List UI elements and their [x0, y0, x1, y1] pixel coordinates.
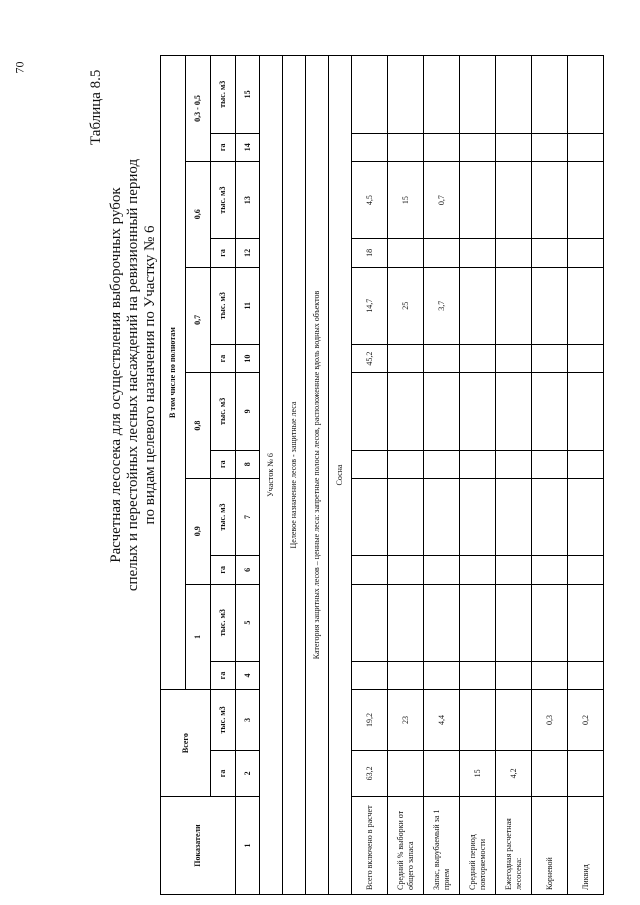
- cell-d07-tm3: 14,7: [352, 267, 388, 344]
- cell-d06-ha: 18: [352, 239, 388, 267]
- col-number: 6: [236, 556, 260, 584]
- col-number: 7: [236, 478, 260, 555]
- header-ha: га: [211, 344, 236, 372]
- col-number: 1: [236, 797, 260, 895]
- header-tm3: тыс. м3: [211, 690, 236, 751]
- table-row: [424, 56, 460, 895]
- header-total: Всего: [161, 690, 211, 797]
- table-row: [568, 56, 604, 895]
- row-label: Ежегодная расчетная лесосека:: [496, 797, 532, 895]
- header-ha: га: [211, 556, 236, 584]
- table-row: [496, 56, 532, 895]
- header-indicators: Показатели: [161, 797, 236, 895]
- table-title: [108, 0, 159, 795]
- cell-total-ha: 4,2: [496, 750, 532, 796]
- cell-d06-tm3: 15: [388, 161, 424, 238]
- section-category: Категория защитных лесов – ценные леса: запретные полосы лесов, расположенные вдоль водных объектов: [306, 56, 329, 895]
- row-label: Запас, вырубаемый за 1 прием: [424, 797, 460, 895]
- title-line-3: по видам целевого назначения по Участку № 6: [142, 225, 158, 525]
- row-label: Средний % выборки от общего запаса: [388, 797, 424, 895]
- header-tm3: тыс. м3: [211, 56, 236, 134]
- header-tm3: тыс. м3: [211, 267, 236, 344]
- table-row: [388, 56, 424, 895]
- page-number: 70: [12, 61, 27, 74]
- col-number: 13: [236, 161, 260, 238]
- col-number: 9: [236, 373, 260, 450]
- header-ha: га: [211, 661, 236, 689]
- header-density-06: 0,6: [186, 161, 211, 267]
- cell-d07-ha: 45,2: [352, 344, 388, 372]
- cell-total-tm3: 0,2: [568, 690, 604, 751]
- cell-total-tm3: 0,3: [532, 690, 568, 751]
- header-density-09: 0,9: [186, 478, 211, 584]
- header-ha: га: [211, 450, 236, 478]
- table-label: Таблица 8.5: [88, 69, 104, 145]
- col-number: 10: [236, 344, 260, 372]
- header-incl-full: В том числе по полнотам: [161, 56, 186, 690]
- title-line-2: спелых и перестойных лесных насаждений на ревизионный период: [125, 158, 141, 592]
- header-tm3: тыс. м3: [211, 584, 236, 661]
- cutting-table: [160, 55, 604, 895]
- row-label: Средний период повторяемости: [460, 797, 496, 895]
- col-number: 4: [236, 661, 260, 689]
- cell-d06-tm3: 0,7: [424, 161, 460, 238]
- col-number: 14: [236, 133, 260, 161]
- row-label: Всего включено в расчет: [352, 797, 388, 895]
- col-number: 8: [236, 450, 260, 478]
- col-number: 3: [236, 690, 260, 751]
- section-species: Сосна: [329, 56, 352, 895]
- col-number: 11: [236, 267, 260, 344]
- header-ha: га: [211, 239, 236, 267]
- col-number: 15: [236, 56, 260, 134]
- title-line-1: Расчетная лесосека для осуществления выборочных рубок: [108, 187, 124, 563]
- header-density-03-05: 0,3 - 0,5: [186, 56, 211, 162]
- section-plot: Участок № 6: [260, 56, 283, 895]
- header-tm3: тыс. м3: [211, 373, 236, 450]
- cell-total-tm3: 4,4: [424, 690, 460, 751]
- table-row: [460, 56, 496, 895]
- header-density-08: 0,8: [186, 373, 211, 479]
- col-number: 12: [236, 239, 260, 267]
- col-number: 5: [236, 584, 260, 661]
- header-density-1: 1: [186, 584, 211, 690]
- header-ha: га: [211, 133, 236, 161]
- section-purpose: Целевое назначение лесов - защитные леса: [283, 56, 306, 895]
- table-row: [532, 56, 568, 895]
- col-number: 2: [236, 750, 260, 796]
- cell-d07-tm3: 25: [388, 267, 424, 344]
- header-density-07: 0,7: [186, 267, 211, 373]
- cell-total-ha: 15: [460, 750, 496, 796]
- row-label: Ликвид: [568, 797, 604, 895]
- cell-total-ha: 63,2: [352, 750, 388, 796]
- cell-d06-tm3: 4,5: [352, 161, 388, 238]
- cell-d07-tm3: 3,7: [424, 267, 460, 344]
- table-row: [352, 56, 388, 895]
- cell-total-tm3: 23: [388, 690, 424, 751]
- row-label: Корневой: [532, 797, 568, 895]
- header-tm3: тыс. м3: [211, 161, 236, 238]
- header-tm3: тыс. м3: [211, 478, 236, 555]
- cell-total-tm3: 19,2: [352, 690, 388, 751]
- header-ha: га: [211, 750, 236, 796]
- column-numbers-row: [236, 56, 260, 895]
